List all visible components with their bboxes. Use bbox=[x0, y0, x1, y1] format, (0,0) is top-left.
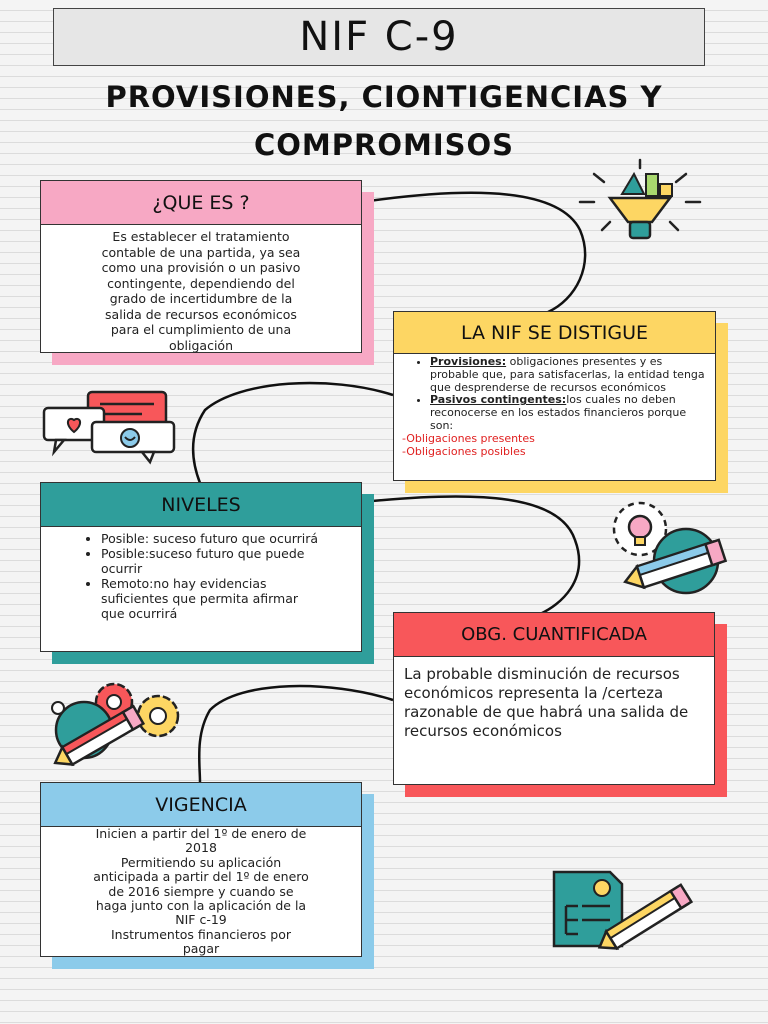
gears-pencil-icon bbox=[48, 682, 193, 762]
page-subtitle-line2: COMPROMISOS bbox=[253, 128, 515, 162]
page-subtitle-line1: PROVISIONES, CIONTIGENCIAS Y bbox=[105, 80, 663, 114]
que-es-line: como una provisión o un pasivo bbox=[101, 260, 301, 275]
vigencia-line: Permitiendo su aplicación bbox=[120, 854, 282, 870]
niveles-heading: NIVELES bbox=[41, 483, 361, 527]
obg-body: La probable disminución de recursos económicos representa la /certeza razonable de que habrá una salida de recursos económicos bbox=[404, 665, 689, 740]
distingue-card bbox=[393, 311, 716, 481]
provisiones-label: Provisiones: bbox=[430, 355, 507, 368]
provisiones-text: obligaciones presentes y es probable que, para satisfacerlas, la entidad tenga que desprenderse de recursos económicos bbox=[430, 355, 705, 394]
que-es-line: grado de incertidumbre de la bbox=[109, 291, 293, 306]
connector-3 bbox=[362, 496, 579, 614]
obligaciones-presentes: -Obligaciones presentes bbox=[402, 431, 535, 445]
pasivos-item bbox=[430, 394, 705, 432]
que-es-line: para el cumplimiento de una bbox=[110, 322, 292, 337]
document-pencil-icon bbox=[550, 868, 700, 953]
provisiones-item bbox=[430, 356, 705, 394]
que-es-line: contingente, dependiendo del bbox=[107, 275, 295, 291]
obligaciones-posibles: -Obligaciones posibles bbox=[402, 444, 526, 458]
niveles-body bbox=[41, 531, 361, 621]
vigencia-line: Instrumentos financieros por bbox=[110, 926, 292, 942]
connector-2 bbox=[193, 383, 393, 483]
vigencia-line: 2018 bbox=[185, 840, 217, 856]
niveles-card bbox=[40, 482, 362, 652]
page-title: NIF C-9 bbox=[53, 8, 705, 66]
idea-pencil-icon bbox=[592, 505, 732, 595]
que-es-line: salida de recursos económicos bbox=[105, 306, 297, 322]
vigencia-heading: VIGENCIA bbox=[41, 783, 361, 827]
obg-heading: OBG. CUANTIFICADA bbox=[394, 613, 714, 657]
nivel-item: • Posible: suceso futuro que ocurrirá bbox=[101, 531, 321, 546]
vigencia-body bbox=[41, 827, 361, 957]
vigencia-line: anticipada a partir del 1º de enero bbox=[93, 869, 309, 885]
obg-card bbox=[393, 612, 715, 785]
que-es-card bbox=[40, 180, 362, 353]
nivel-item: • Posible:suceso futuro que puede ocurrir bbox=[101, 546, 321, 576]
connector-4 bbox=[199, 686, 393, 782]
que-es-line: Es establecer el tratamiento bbox=[112, 229, 290, 244]
que-es-heading: ¿QUE ES ? bbox=[41, 181, 361, 225]
vigencia-line: haga junto con la aplicación de la bbox=[95, 898, 307, 914]
que-es-line: obligación bbox=[168, 337, 234, 353]
distingue-heading: LA NIF SE DISTIGUE bbox=[394, 312, 715, 354]
nivel-item: • Remoto:no hay evidencias suficientes que permita afirmar que ocurrirá bbox=[101, 576, 321, 621]
pasivos-text: los cuales no deben reconocerse en los estados financieros porque son: bbox=[430, 393, 687, 432]
idea-funnel-icon bbox=[580, 160, 700, 250]
vigencia-line: Inicien a partir del 1º de enero de bbox=[95, 826, 307, 841]
vigencia-line: NIF c-19 bbox=[175, 912, 227, 928]
chat-bubbles-icon bbox=[42, 390, 177, 465]
connector-1 bbox=[362, 193, 585, 312]
distingue-body bbox=[394, 356, 715, 458]
vigencia-card bbox=[40, 782, 362, 957]
vigencia-line: pagar bbox=[182, 941, 220, 957]
que-es-body bbox=[41, 229, 361, 353]
vigencia-line: de 2016 siempre y cuando se bbox=[108, 883, 294, 899]
pasivos-label: Pasivos contingentes: bbox=[430, 393, 567, 407]
que-es-line: contable de una partida, ya sea bbox=[101, 244, 301, 260]
